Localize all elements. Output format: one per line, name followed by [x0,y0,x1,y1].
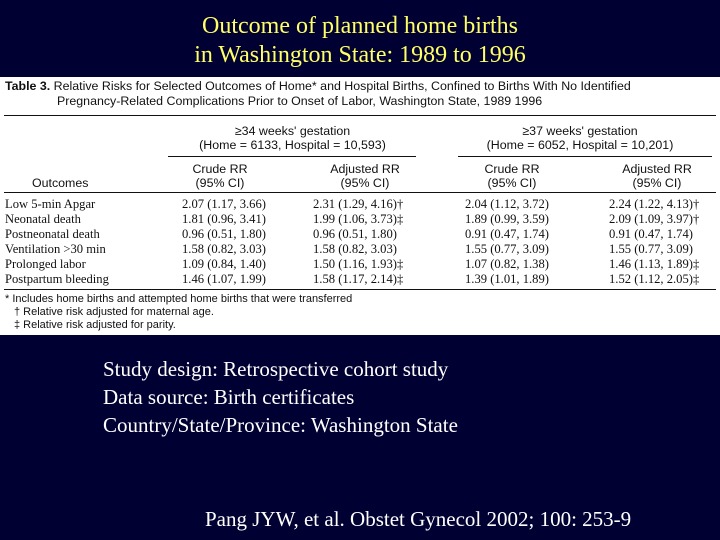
footnote: ‡ Relative risk adjusted for parity. [14,319,176,331]
row-crude-1: 1.81 (0.96, 3.41) [182,212,266,226]
footnote: * Includes home births and attempted home births that were transferred [5,293,353,305]
table-header-rule [4,192,716,193]
row-outcome: Neonatal death [5,212,81,226]
row-adjusted-2: 2.24 (1.22, 4.13)† [609,197,700,211]
location: Country/State/Province: Washington State [103,413,458,437]
row-crude-1: 1.46 (1.07, 1.99) [182,272,266,286]
row-crude-1: 1.58 (0.82, 3.03) [182,242,266,256]
study-info [103,355,458,439]
row-outcome: Prolonged labor [5,257,86,271]
table-top-rule [4,115,716,116]
row-adjusted-2: 0.91 (0.47, 1.74) [609,227,693,241]
row-adjusted-1: 1.50 (1.16, 1.93)‡ [313,257,404,271]
row-outcome: Postpartum bleeding [5,272,109,286]
row-adjusted-2: 1.55 (0.77, 3.09) [609,242,693,256]
table-caption-line-2: Pregnancy-Related Complications Prior to Onset of Labor, Washington State, 1989 1996 [57,94,543,108]
row-adjusted-1: 1.99 (1.06, 3.73)‡ [313,212,404,226]
group2-rule [458,156,712,157]
row-crude-2: 1.89 (0.99, 3.59) [465,212,549,226]
table-caption [5,79,710,109]
group1-title: ≥34 weeks' gestation [234,124,351,138]
row-crude-2: 1.39 (1.01, 1.89) [465,272,549,286]
row-adjusted-1: 1.58 (0.82, 3.03) [313,242,397,256]
group1-counts: (Home = 6133, Hospital = 10,593) [199,138,386,152]
slide-title [0,12,720,70]
group2-counts: (Home = 6052, Hospital = 10,201) [486,138,674,152]
col-adjusted-1-ci: (95% CI) [340,176,390,190]
col-crude-2-ci: (95% CI) [487,176,537,190]
row-outcome: Low 5-min Apgar [5,197,96,211]
col-adjusted-2: Adjusted RR [622,162,692,176]
row-crude-2: 1.55 (0.77, 3.09) [465,242,549,256]
row-adjusted-1: 1.58 (1.17, 2.14)‡ [313,272,404,286]
data-source: Data source: Birth certificates [103,385,355,409]
row-crude-1: 2.07 (1.17, 3.66) [182,197,266,211]
col-adjusted-1: Adjusted RR [330,162,400,176]
group1-rule [168,156,416,157]
table-bottom-rule [4,289,716,290]
slide-title-line-1: Outcome of planned home births [202,13,518,39]
row-adjusted-2: 2.09 (1.09, 3.97)† [609,212,700,226]
group2-title: ≥37 weeks' gestation [522,124,638,138]
row-crude-2: 0.91 (0.47, 1.74) [465,227,549,241]
row-adjusted-2: 1.46 (1.13, 1.89)‡ [609,257,700,271]
col-crude-1-ci: (95% CI) [195,176,245,190]
footnote: † Relative risk adjusted for maternal age. [14,306,214,318]
row-adjusted-2: 1.52 (1.12, 2.05)‡ [609,272,700,286]
col-crude-1: Crude RR [192,162,248,176]
col-adjusted-2-ci: (95% CI) [632,176,682,190]
row-crude-1: 0.96 (0.51, 1.80) [182,227,266,241]
row-outcome: Ventilation >30 min [5,242,106,256]
col-crude-2: Crude RR [484,162,540,176]
citation: Pang JYW, et al. Obstet Gynecol 2002; 100: 253-9 [205,507,632,531]
col-outcomes: Outcomes [32,176,89,190]
row-crude-1: 1.09 (0.84, 1.40) [182,257,266,271]
row-crude-2: 1.07 (0.82, 1.38) [465,257,549,271]
row-adjusted-1: 2.31 (1.29, 4.16)† [313,197,404,211]
table-caption-line-1: Relative Risks for Selected Outcomes of Home* and Hospital Births, Confined to Births With No Identified [53,79,631,93]
row-crude-2: 2.04 (1.12, 3.72) [465,197,549,211]
row-outcome: Postneonatal death [5,227,100,241]
study-design: Study design: Retrospective cohort study [103,357,449,381]
slide-title-line-2: in Washington State: 1989 to 1996 [194,42,526,68]
table-label: Table 3. [5,79,51,93]
row-adjusted-1: 0.96 (0.51, 1.80) [313,227,397,241]
table-figure [0,77,720,335]
